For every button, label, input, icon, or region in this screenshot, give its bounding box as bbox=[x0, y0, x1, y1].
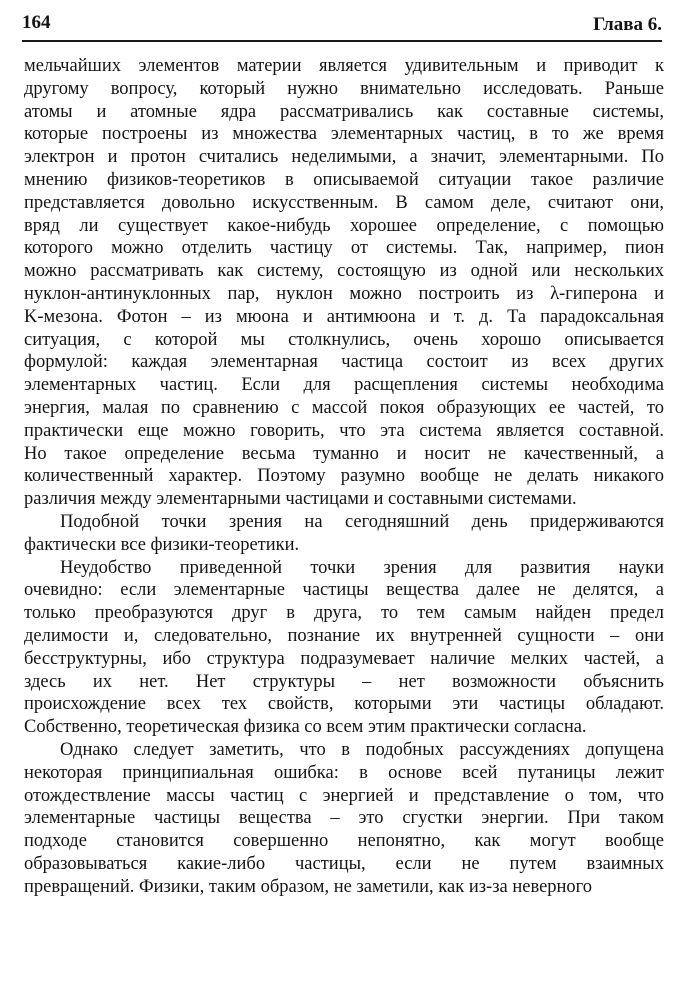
text-line: энергия, малая по сравнению с массой покоя образующих ее частей, то bbox=[24, 397, 664, 418]
text-line: которые построены из множества элементарных частиц, в то же время bbox=[24, 124, 664, 145]
text-line: практически еще можно говорить, что эта система является составной. bbox=[24, 420, 664, 441]
text-line: количественный характер. Поэтому разумно вообще не делать никакого bbox=[24, 466, 664, 487]
text-line: электрон и протон считались неделимыми, а значит, элементарными. По bbox=[24, 147, 664, 168]
text-line: здесь их нет. Нет структуры – нет возможности объяснить bbox=[24, 671, 664, 692]
running-header bbox=[22, 10, 662, 38]
text-line: Неудобство приведенной точки зрения для развития науки bbox=[60, 557, 664, 578]
text-line: элементарные частицы вещества – это сгустки энергии. При таком bbox=[24, 808, 664, 829]
text-line: вряд ли существует какое-нибудь хорошее определение, с помощью bbox=[24, 215, 664, 236]
text-line: Подобной точки зрения на сегодняшний день придерживаются bbox=[60, 511, 664, 532]
text-line: различия между элементарными частицами и составными системами. bbox=[24, 489, 577, 510]
text-line: фактически все физики-теоретики. bbox=[24, 534, 300, 555]
text-line: очевидно: если элементарные частицы вещества далее не делятся, а bbox=[24, 580, 664, 601]
text-line: превращений. Физики, таким образом, не заметили, как из-за неверного bbox=[24, 876, 593, 897]
text-line: элементарных частиц. Если для расщепления системы необходима bbox=[24, 375, 664, 396]
text-line: K-мезона. Фотон – из мюона и антимюона и т. д. Та парадоксальная bbox=[24, 306, 664, 327]
text-line: формулой: каждая элементарная частица состоит из всех других bbox=[24, 352, 664, 373]
text-line: только преобразуются друг в друга, то тем самым найден предел bbox=[24, 603, 664, 624]
paragraph bbox=[24, 55, 664, 511]
text-line: Собственно, теоретическая физика со всем этим практически согласна. bbox=[24, 717, 587, 738]
text-line: которого можно отделить частицу от системы. Так, например, пион bbox=[24, 238, 664, 259]
text-line: отождествление массы частиц с энергией и представление о том, что bbox=[24, 785, 664, 806]
text-line: нуклон-антинуклонных пар, нуклон можно построить из λ-гиперона и bbox=[24, 283, 664, 304]
chapter-title: Глава 6. bbox=[593, 14, 662, 35]
page-number: 164 bbox=[22, 12, 51, 33]
text-line: мельчайших элементов материи является удивительным и приводит к bbox=[24, 56, 664, 76]
body-text bbox=[24, 55, 664, 898]
header-rule bbox=[22, 40, 662, 42]
text-line: подходе становится совершенно непонятно, как могут вообще bbox=[24, 831, 664, 852]
paragraph bbox=[24, 557, 664, 739]
text-line: другому вопросу, который нужно внимательно исследовать. Раньше bbox=[24, 78, 664, 99]
text-line: Однако следует заметить, что в подобных рассуждениях допущена bbox=[60, 739, 664, 760]
text-line: представляется довольно искусственным. В самом деле, считают они, bbox=[24, 192, 664, 213]
text-line: можно рассматривать как систему, состоящую из одной или нескольких bbox=[24, 261, 664, 282]
paragraph bbox=[24, 739, 664, 899]
paragraph bbox=[24, 511, 664, 557]
text-line: ситуация, с которой мы столкнулись, очень хорошо описывается bbox=[24, 329, 664, 350]
text-line: делимости и, следовательно, познание их внутренней сущности – они bbox=[24, 625, 664, 646]
text-line: некоторая принципиальная ошибка: в основе всей путаницы лежит bbox=[24, 762, 664, 783]
text-line: Но такое определение весьма туманно и носит не качественный, а bbox=[24, 443, 664, 464]
text-line: происхождение всех тех свойств, которыми эти частицы обладают. bbox=[24, 694, 664, 715]
text-line: бесструктурны, ибо структура подразумевает наличие мелких частей, а bbox=[24, 648, 664, 669]
text-line: атомы и атомные ядра рассматривались как составные системы, bbox=[24, 101, 664, 122]
text-line: образовываться какие-либо частицы, если не путем взаимных bbox=[24, 853, 664, 874]
text-line: мнению физиков-теоретиков в описываемой ситуации такое различие bbox=[24, 169, 664, 190]
